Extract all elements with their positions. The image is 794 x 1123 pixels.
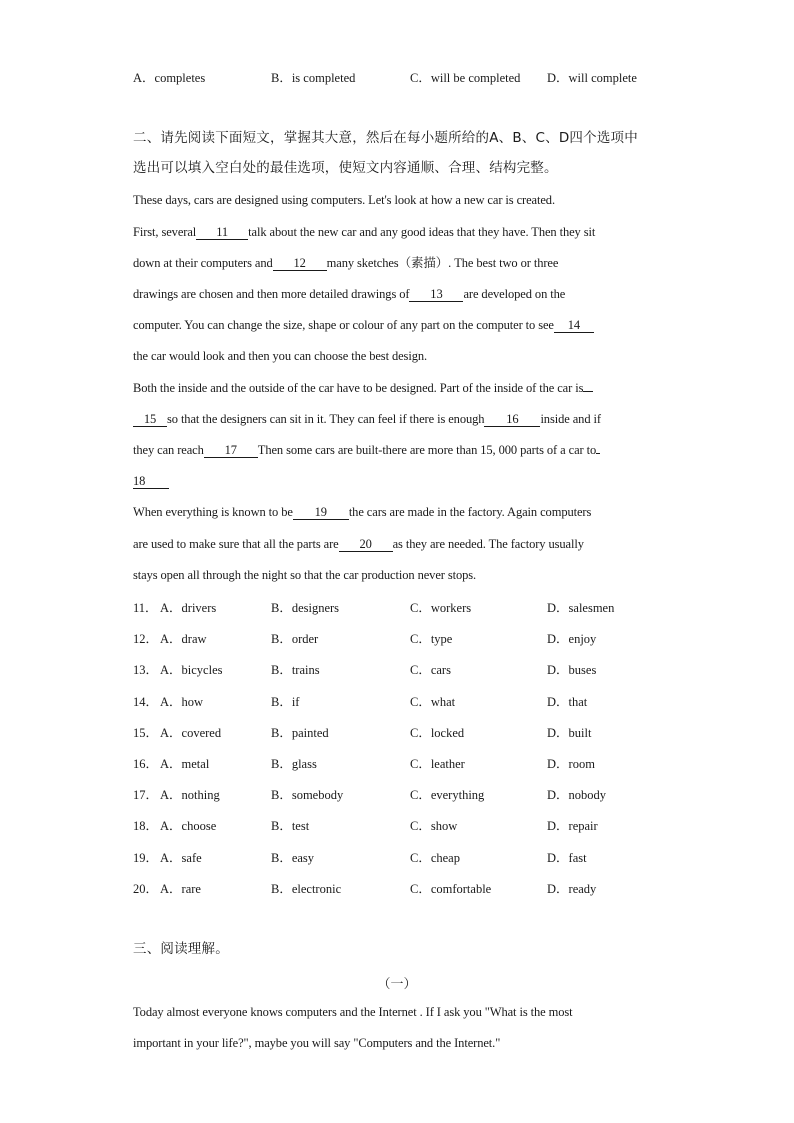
question-number: 11． (133, 601, 158, 615)
passage-line-5 (133, 317, 594, 333)
question-row (133, 879, 693, 895)
blank-13: 13 (409, 287, 463, 302)
option-a[interactable]: A．choose (160, 819, 217, 834)
section2-heading-line1: 二、请先阅读下面短文，掌握其大意，然后在每小题所给的A、B、C、D四个选项中 (133, 130, 638, 146)
passage-line-8 (133, 411, 601, 427)
question-row (133, 660, 693, 676)
passage-text: drawings are chosen and then more detailed drawings of (133, 287, 410, 301)
blank-14: 14 (554, 318, 594, 333)
question-row (133, 629, 693, 645)
blank-18: 18 (133, 474, 169, 489)
top-option-a[interactable]: A．completes (133, 71, 206, 85)
option-c[interactable]: C．locked (410, 725, 465, 740)
passage-line-11 (133, 504, 591, 520)
blank-16: 16 (484, 412, 540, 427)
option-c[interactable]: C．type (410, 632, 453, 647)
passage-text: the cars are made in the factory. Again computers (348, 505, 592, 519)
option-a[interactable]: A．metal (160, 757, 210, 771)
passage-text: so that the designers can sit in it. They can feel if there is enough (167, 412, 485, 426)
passage-text: as they are needed. The factory usually (392, 537, 584, 551)
blank-11: 11 (196, 225, 248, 240)
section3-heading: 三、阅读理解。 (133, 941, 229, 957)
option-a[interactable]: A．how (160, 694, 204, 709)
blank-17: 17 (204, 443, 258, 458)
passage-text: Both the inside and the outside of the car have to be designed. Part of the inside of the car is (133, 381, 584, 395)
passage-text: are developed on the (463, 287, 566, 301)
option-c[interactable]: C．what (410, 694, 456, 709)
section2-heading-line2: 选出可以填入空白处的最佳选项，使短文内容通顺、合理、结构完整。 (133, 160, 558, 176)
passage-line-9 (133, 442, 600, 458)
passage-text: Then some cars are built-there are more than 15, 000 parts of a car to (257, 443, 597, 457)
question-number: 20． (133, 881, 159, 896)
option-d[interactable]: D．that (547, 694, 588, 709)
option-c[interactable]: C．leather (410, 757, 465, 771)
option-c[interactable]: C．cars (410, 663, 451, 678)
blank-18-start (596, 453, 600, 454)
option-c[interactable]: C．workers (410, 601, 472, 615)
option-a[interactable]: A．rare (160, 881, 201, 896)
option-a[interactable]: A．drivers (160, 601, 217, 615)
passage-line-12 (133, 536, 584, 552)
option-b[interactable]: B．if (271, 694, 300, 709)
passage-text: computer. You can change the size, shape or colour of any part on the computer to see (133, 318, 554, 332)
blank-15: 15 (133, 412, 167, 427)
question-number: 13． (133, 663, 159, 678)
option-c[interactable]: C．cheap (410, 850, 460, 865)
passage-text: are used to make sure that all the parts are (133, 537, 339, 551)
option-b[interactable]: B．designers (271, 601, 340, 615)
question-row (133, 785, 693, 801)
option-b[interactable]: B．easy (271, 850, 315, 865)
option-a[interactable]: A．nothing (160, 788, 220, 803)
top-option-d[interactable]: D．will complete (547, 71, 637, 85)
option-b[interactable]: B．trains (271, 663, 320, 678)
passage-line-4 (133, 286, 565, 302)
passage-text: First, several (133, 225, 197, 239)
passage-text: they can reach (133, 443, 204, 457)
passage-text: down at their computers and (133, 256, 273, 270)
option-c[interactable]: C．comfortable (410, 881, 492, 896)
question-row (133, 692, 693, 708)
passage-line-6: the car would look and then you can choose the best design. (133, 349, 428, 363)
option-d[interactable]: D．repair (547, 819, 598, 834)
option-d[interactable]: D．fast (547, 850, 587, 865)
option-c[interactable]: C．show (410, 819, 458, 834)
option-b[interactable]: B．somebody (271, 788, 344, 803)
option-d[interactable]: D．room (547, 757, 595, 771)
question-number: 16． (133, 757, 159, 771)
passage-line-3 (133, 255, 558, 271)
blank-20: 20 (339, 537, 393, 552)
option-b[interactable]: B．order (271, 632, 319, 647)
passage-line-2 (133, 224, 595, 240)
option-d[interactable]: D．buses (547, 663, 597, 678)
question-row (133, 598, 693, 614)
passage-line-10 (133, 473, 169, 489)
option-d[interactable]: D．enjoy (547, 632, 597, 647)
passage-text: talk about the new car and any good ideas that they have. Then they sit (248, 225, 596, 239)
top-options-row (133, 68, 693, 84)
passage-text: inside and if (540, 412, 601, 426)
question-number: 18． (133, 819, 159, 834)
reading-line-2: important in your life?", maybe you will say "Computers and the Internet." (133, 1036, 501, 1050)
option-b[interactable]: B．electronic (271, 881, 342, 896)
passage-line-1: These days, cars are designed using computers. Let's look at how a new car is created. (133, 193, 555, 207)
option-c[interactable]: C．everything (410, 788, 485, 803)
blank-15-start (583, 391, 593, 392)
top-option-b[interactable]: B．is completed (271, 71, 356, 85)
option-b[interactable]: B．painted (271, 725, 329, 740)
passage-text: When everything is known to be (133, 505, 293, 519)
option-d[interactable]: D．salesmen (547, 601, 615, 615)
blank-19: 19 (293, 505, 349, 520)
option-b[interactable]: B．test (271, 819, 310, 834)
option-d[interactable]: D．built (547, 725, 592, 740)
option-d[interactable]: D．nobody (547, 788, 607, 803)
top-option-c[interactable]: C．will be completed (410, 71, 521, 85)
option-d[interactable]: D．ready (547, 881, 597, 896)
passage-line-13: stays open all through the night so that the car production never stops. (133, 568, 477, 582)
passage-line-7 (133, 380, 593, 396)
option-b[interactable]: B．glass (271, 757, 317, 771)
question-number: 19． (133, 850, 159, 865)
option-a[interactable]: A．safe (160, 850, 202, 865)
question-row (133, 723, 693, 739)
option-a[interactable]: A．bicycles (160, 663, 223, 678)
blank-12: 12 (273, 256, 327, 271)
section3-part-label: （一） (377, 977, 417, 992)
reading-line-1: Today almost everyone knows computers and the Internet . If I ask you "What is the most (133, 1005, 573, 1019)
question-row (133, 816, 693, 832)
option-a[interactable]: A．draw (160, 632, 207, 647)
question-number: 17． (133, 788, 159, 803)
question-number: 12． (133, 632, 159, 647)
question-number: 15． (133, 725, 159, 740)
passage-text: many sketches（素描）. The best two or three (326, 256, 559, 270)
question-row (133, 754, 693, 770)
option-a[interactable]: A．covered (160, 725, 222, 740)
question-row (133, 848, 693, 864)
question-number: 14． (133, 694, 159, 709)
